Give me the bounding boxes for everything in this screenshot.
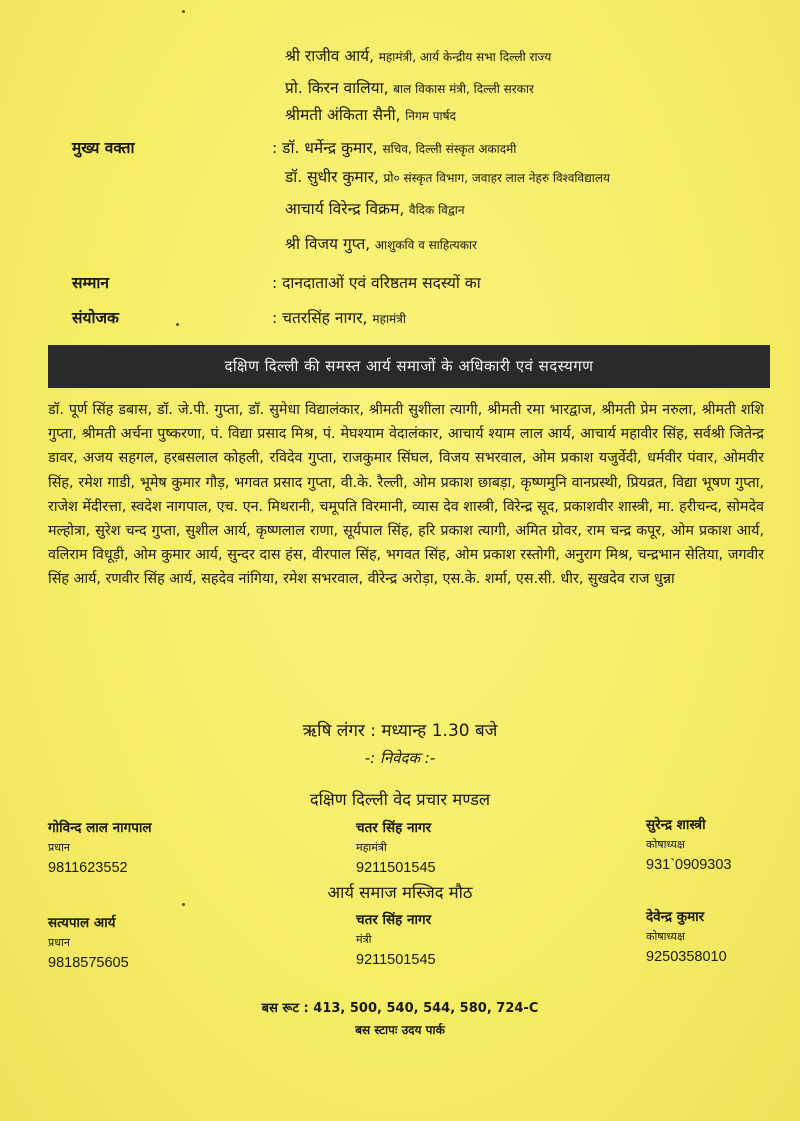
convener-line <box>272 306 406 328</box>
guest-desc: महामंत्री, आर्य केन्द्रीय सभा दिल्ली राज्य <box>378 50 552 64</box>
nivedak: -: निवेदक :- <box>364 749 436 767</box>
speaker-desc: आशुकवि व साहित्यकार <box>374 238 477 252</box>
speaker-line <box>285 232 477 254</box>
guest-line <box>285 76 534 98</box>
guest-name: श्री राजीव आर्य, <box>285 47 375 65</box>
convener-label: संयोजक <box>72 309 119 327</box>
colon: : <box>272 309 278 327</box>
officer-block <box>48 913 129 971</box>
paper-speck <box>176 323 179 326</box>
officer-name: गोविन्द लाल नागपाल <box>48 820 152 836</box>
guest-line <box>285 44 551 66</box>
honor-label: सम्मान <box>72 274 109 292</box>
banner: दक्षिण दिल्ली की समस्त आर्य समाजों के अधिकारी एवं सदस्यगण <box>48 345 770 388</box>
officer-phone: 931`0909303 <box>646 857 732 873</box>
officer-block <box>356 818 436 876</box>
officer-phone: 9211501545 <box>356 860 436 876</box>
speaker-name: आचार्य विरेन्द्र विक्रम, <box>285 200 405 218</box>
officer-role: महामंत्री <box>356 841 387 854</box>
guest-line <box>285 103 456 125</box>
speaker-line <box>285 165 610 187</box>
officer-block <box>646 907 727 965</box>
officer-role: मंत्री <box>356 933 372 946</box>
officer-role: प्रधान <box>48 936 70 949</box>
officer-role: प्रधान <box>48 841 70 854</box>
members-list: डॉ. पूर्ण सिंह डबास, डॉ. जे.पी. गुप्ता, डॉ. सुमेधा विद्यालंकार, श्रीमती सुशीला त्यागी, श्रीमती रमा भारद्वाज, श्रीमती प्रेम नरुला, श्रीमती शशि गुप्ता, श्रीमती अर्चना पुष्करणा, पं. विद्या प्रसाद मिश्र, पं. मेघश्याम वेदालंकार, आचार्य श्याम लाल आर्य, आचार्य महावीर सिंह, सर्वश्री जितेन्द्र डावर, अजय सहगल, हरबसलाल कोहली, रविदेव गुप्ता, राजकुमार सिंघल, विजय सभरवाल, ओम प्रकाश यजुर्वेदी, धर्मवीर पंवार, ओमवीर सिंह, रमेश गाडी, भूमेष कुमार गौड़, भगवत प्रसाद गुप्ता, वी.के. रैल्ली, ओम प्रकाश छाबड़ा, कृष्णमुनि वानप्रस्थी, प्रियव्रत, विद्या भूषण गुप्ता, राजेश मेंदीरत्ता, स्वदेश नागपाल, एच. एन. मिथरानी, चमूपति विरमानी, व्यास देव शास्त्री, विरेन्द्र सूद, प्रकाशवीर शास्त्री, मा. हरीचन्द, सोमदेव मल्होत्रा, सुरेश चन्द गुप्ता, सुशील आर्य, कृष्णलाल राणा, सूर्यपाल सिंह, हरि प्रकाश त्यागी, अमित ग्रोवर, राम चन्द्र कपूर, ओम प्रकाश आर्य, वलिराम विधूड़ी, ओम कुमार आर्य, सुन्दर दास हंस, वीरपाल सिंह, भगवत सिंह, ओम प्रकाश रस्तोगी, अनुराग मिश्र, चन्द्रभान सेतिया, जगवीर सिंह आर्य, रणवीर सिंह आर्य, सहदेव नांगिया, रमेश सभरवाल, वीरेन्द्र अरोड़ा, एस.के. शर्मा, एस.सी. धीर, सुखदेव राज धुन्ना <box>48 402 764 588</box>
honor-line <box>272 271 481 293</box>
paper-speck <box>182 10 185 13</box>
officer-name: चतर सिंह नागर <box>356 820 432 836</box>
officer-role: कोषाध्यक्ष <box>646 838 685 851</box>
guest-desc: बाल विकास मंत्री, दिल्ली सरकार <box>393 82 534 96</box>
speaker-name: श्री विजय गुप्त, <box>285 235 371 253</box>
officer-phone: 9211501545 <box>356 952 436 968</box>
convener-desc: महामंत्री <box>372 312 406 326</box>
officer-phone: 9818575605 <box>48 955 129 971</box>
main-speaker-label: मुख्य वक्ता <box>72 139 135 157</box>
speaker-desc: सचिव, दिल्ली संस्कृत अकादमी <box>382 142 517 156</box>
paper-speck <box>182 903 185 906</box>
langar-time: ऋषि लंगर : मध्यान्ह 1.30 बजे <box>302 721 498 741</box>
speaker-name: डॉ. धर्मेन्द्र कुमार, <box>282 139 378 157</box>
convener-name: चतरसिंह नागर, <box>282 309 368 327</box>
speaker-name: डॉ. सुधीर कुमार, <box>285 168 379 186</box>
main-speaker-line <box>272 136 516 158</box>
officer-phone: 9811623552 <box>48 860 128 876</box>
officer-role: कोषाध्यक्ष <box>646 930 685 943</box>
colon: : <box>272 139 278 157</box>
officer-phone: 9250358010 <box>646 949 727 965</box>
guest-name: प्रो. किरन वालिया, <box>285 79 389 97</box>
officer-block <box>48 818 152 876</box>
officer-name: देवेन्द्र कुमार <box>646 909 705 925</box>
speaker-desc: प्रो० संस्कृत विभाग, जवाहर लाल नेहरु विश्वविद्यालय <box>383 171 610 185</box>
speaker-line <box>285 197 465 219</box>
officer-name: सुरेन्द्र शास्त्री <box>646 817 706 833</box>
officer-block <box>646 815 731 873</box>
honor-value: दानदाताओं एवं वरिष्ठतम सदस्यों का <box>282 274 481 292</box>
bus-route: बस रूट : 413, 500, 540, 544, 580, 724-C <box>261 1001 539 1016</box>
org2-title: आर्य समाज मस्जिद मौठ <box>327 883 473 902</box>
officer-block <box>356 910 436 968</box>
officer-name: चतर सिंह नागर <box>356 912 432 928</box>
org1-title: दक्षिण दिल्ली वेद प्रचार मण्डल <box>309 790 491 809</box>
colon: : <box>272 274 278 292</box>
guest-desc: निगम पार्षद <box>405 109 456 123</box>
officer-name: सत्यपाल आर्य <box>48 915 116 931</box>
guest-name: श्रीमती अंकिता सैनी, <box>285 106 401 124</box>
speaker-desc: वैदिक विद्वान <box>408 203 465 217</box>
bus-stop: बस स्टापः उदय पार्क <box>355 1023 445 1037</box>
